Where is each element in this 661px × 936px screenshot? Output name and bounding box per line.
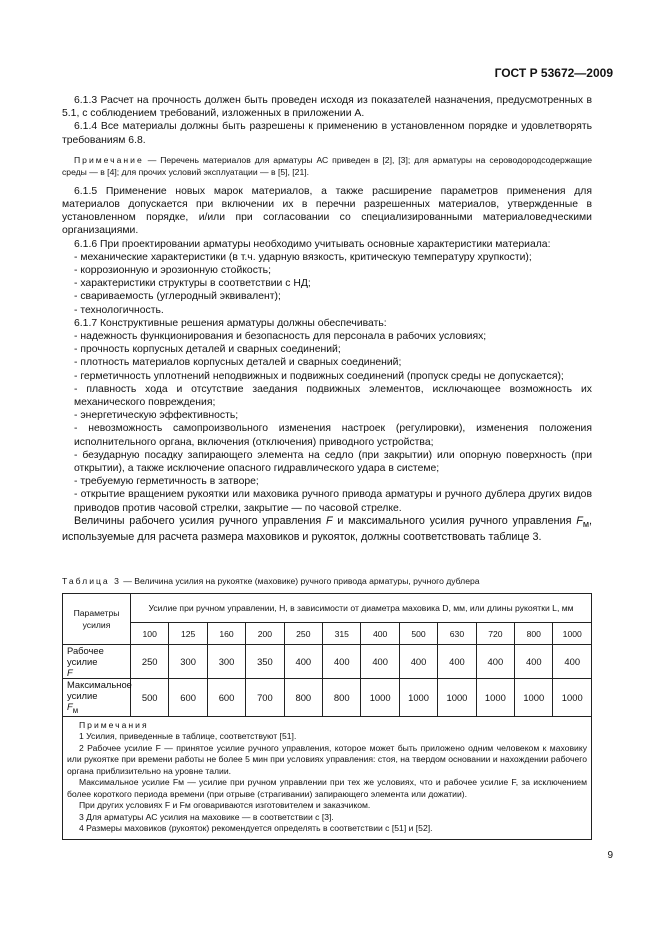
diameter-cell: 200 <box>246 623 284 645</box>
list-item: - невозможность самопроизвольного изменения настроек (регулировки), изменения положения исполнительного органа, включения (отключения) приводного устройства; <box>74 423 592 448</box>
diameter-cell: 800 <box>515 623 553 645</box>
value-cell: 400 <box>553 645 592 679</box>
paragraph-6-1-5: 6.1.5 Применение новых марок материалов, а также расширение параметров применения для материалов допускается при включении их в перечни разрешенных материалов, утвержденные в установленном порядке, и/или при согласовании со специализированными материаловедческими организациями. <box>62 185 592 237</box>
notes-title: Примечания <box>79 719 149 730</box>
list-item: - требуемую герметичность в затворе; <box>74 476 259 488</box>
value-cell: 600 <box>207 679 245 717</box>
table-note: 1 Усилия, приведенные в таблице, соответствуют [51]. <box>79 731 297 742</box>
value-cell: 300 <box>207 645 245 679</box>
note-lead: Примечание <box>74 154 144 165</box>
table-note: При других условиях F и Fм оговариваются изготовителем и заказчиком. <box>79 800 371 811</box>
page-number: 9 <box>607 850 613 861</box>
list-item: - открытие вращением рукоятки или маховика ручного привода арматуры и ручного дублера других видов приводов против часовой стрелки, закрытие — по часовой стрелке. <box>74 489 592 514</box>
list-item: - коррозионную и эрозионную стойкость; <box>74 265 271 277</box>
value-cell: 600 <box>169 679 207 717</box>
value-cell: 300 <box>169 645 207 679</box>
table-note: Максимальное усилие Fм — усилие при ручном управлении при тех же условиях, что и рабочее усилие F, за исключением более короткого периода времени (при отрыве (страгивании) запирающего элемента или дожатии). <box>67 777 587 799</box>
value-cell: 1000 <box>438 679 476 717</box>
value-cell: 1000 <box>399 679 437 717</box>
list-item: - прочность корпусных деталей и сварных соединений; <box>74 344 341 356</box>
list-item: - герметичность уплотнений неподвижных и подвижных соединений (пропуск среды не допускается); <box>74 370 564 382</box>
value-cell: 1000 <box>515 679 553 717</box>
row-label <box>63 679 131 717</box>
list-item: - надежность функционирования и безопасность для персонала в рабочих условиях; <box>74 331 487 343</box>
list-item: - свариваемость (углеродный эквивалент); <box>74 291 281 303</box>
diameter-cell: 315 <box>323 623 361 645</box>
table-title-lead: Таблица 3 <box>62 576 121 586</box>
value-cell: 400 <box>284 645 322 679</box>
table-note: 4 Размеры маховиков (рукояток) рекомендуется определять в соответствии с [51] и [52]. <box>79 823 433 834</box>
symbol-f: F <box>325 514 333 527</box>
value-cell: 400 <box>476 645 514 679</box>
row-symbol: F <box>67 667 73 678</box>
forces-text-c: , используемые для расчета размера маховиков и рукояток, должны соответствовать таблице 3. <box>62 514 592 544</box>
diameter-cell: 100 <box>131 623 169 645</box>
value-cell: 500 <box>131 679 169 717</box>
diameter-row <box>63 623 592 645</box>
table-note: 3 Для арматуры АС усилия на маховике — в соответствии с [3]. <box>79 811 334 822</box>
force-table <box>62 593 592 840</box>
document-header: ГОСТ Р 53672—2009 <box>494 66 613 80</box>
value-cell: 800 <box>323 679 361 717</box>
forces-text-a: Величины рабочего усилия ручного управления <box>74 514 326 527</box>
value-cell: 1000 <box>553 679 592 717</box>
row-symbol: F <box>67 701 73 712</box>
table-row <box>63 645 592 679</box>
document-body <box>62 94 592 544</box>
span-header: Усилие при ручном управлении, Н, в зависимости от диаметра маховика D, мм, или длины рукоятки L, мм <box>131 594 592 623</box>
paragraph-6-1-7: 6.1.7 Конструктивные решения арматуры должны обеспечивать: <box>74 317 387 329</box>
diameter-cell: 500 <box>399 623 437 645</box>
diameter-cell: 720 <box>476 623 514 645</box>
paragraph-6-1-6: 6.1.6 При проектировании арматуры необходимо учитывать основные характеристики материала: <box>74 238 551 250</box>
value-cell: 350 <box>246 645 284 679</box>
paragraph-forces <box>62 515 592 545</box>
value-cell: 400 <box>361 645 399 679</box>
value-cell: 400 <box>399 645 437 679</box>
table-title-text: — Величина усилия на рукоятке (маховике) ручного привода арматуры, ручного дублера <box>120 576 480 586</box>
forces-text-b: и максимального усилия ручного управления <box>332 514 577 527</box>
value-cell: 1000 <box>361 679 399 717</box>
list-item: - плотность материалов корпусных деталей и сварных соединений; <box>74 357 402 369</box>
note-text: — Перечень материалов для арматуры АС приведен в [2], [3]; для арматуры на сероводородсодержащие среды — в [4]; для прочих условий эксплуатации — в [5], [21]. <box>62 154 592 177</box>
symbol-fm-sub: м <box>582 519 589 530</box>
list-item: - безударную посадку запирающего элемента на седло (при закрытии) или опорную поверхность (при открытии), а также исключение опасного гидравлического удара в системе; <box>74 449 592 475</box>
list-item: - энергетическую эффективность; <box>74 410 239 422</box>
symbol-fm: F <box>576 514 583 527</box>
diameter-cell: 250 <box>284 623 322 645</box>
note-materials <box>62 154 592 178</box>
table-notes <box>63 716 592 839</box>
table-row <box>63 679 592 717</box>
table-title <box>62 576 480 586</box>
row-symbol-sub: м <box>72 705 79 715</box>
diameter-cell: 630 <box>438 623 476 645</box>
diameter-cell: 160 <box>207 623 245 645</box>
list-item: - механические характеристики (в т.ч. ударную вязкость, критическую температуру хрупкости); <box>74 251 532 263</box>
diameter-cell: 400 <box>361 623 399 645</box>
list-item: - технологичность. <box>74 304 164 316</box>
row-label-text: Рабочее усилие <box>67 645 104 667</box>
diameter-cell: 1000 <box>553 623 592 645</box>
row-label <box>63 645 131 679</box>
paragraph-6-1-3: 6.1.3 Расчет на прочность должен быть проведен исходя из показателей назначения, предусмотренных в 5.1, с соблюдением требований, изложенных в приложении А. <box>62 95 592 120</box>
paragraph-6-1-4: 6.1.4 Все материалы должны быть разрешены к применению в установленном порядке и удовлетворять требованиям 6.8. <box>62 121 592 146</box>
value-cell: 250 <box>131 645 169 679</box>
list-item: - характеристики структуры в соответствии с НД; <box>74 278 311 290</box>
value-cell: 700 <box>246 679 284 717</box>
value-cell: 400 <box>438 645 476 679</box>
value-cell: 800 <box>284 679 322 717</box>
row-label-text: Максимальное усилие <box>67 679 132 701</box>
param-header: Параметры усилия <box>63 594 131 645</box>
value-cell: 400 <box>515 645 553 679</box>
list-item: - плавность хода и отсутствие заедания подвижных элементов, исключающее возможность их механического повреждения; <box>74 383 592 409</box>
table-note: 2 Рабочее усилие F — принятое усилие ручного управления, которое может быть приложено одним человеком к маховику или рукоятке при времени работы не более 5 мин при условиях управления: стоя, на твердом основании и нахождении рабочего органа приблизительно на уровне талии. <box>67 742 587 776</box>
value-cell: 400 <box>323 645 361 679</box>
diameter-cell: 125 <box>169 623 207 645</box>
value-cell: 1000 <box>476 679 514 717</box>
notes-row <box>63 716 592 839</box>
